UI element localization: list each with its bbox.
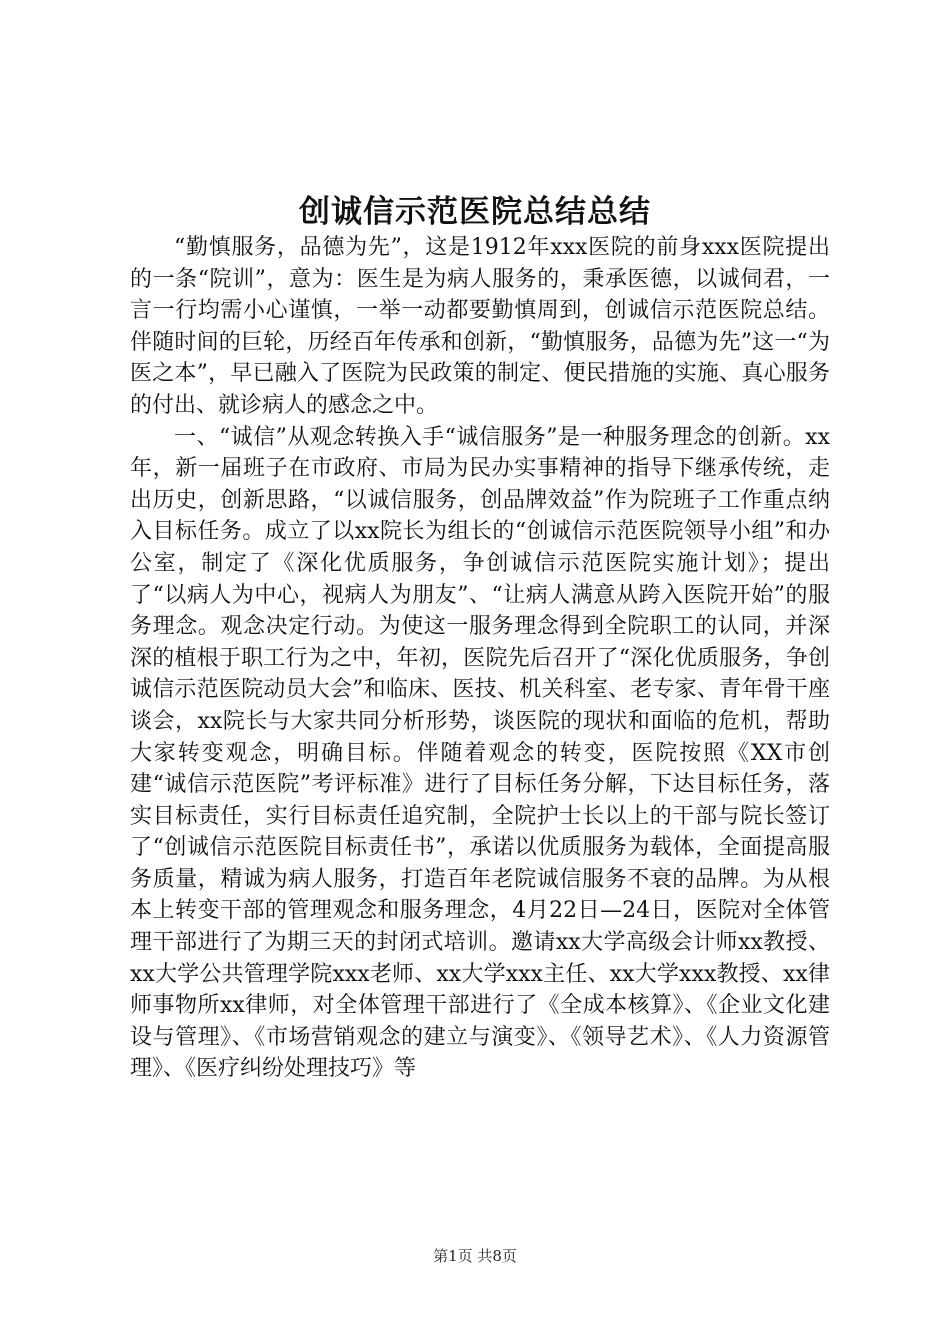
page-number-footer: 第1页 共8页 [433,1247,517,1265]
document-title: 创诚信示范医院总结总结 [299,194,651,230]
paragraph-intro: “勤慎服务，品德为先”，这是1912年xxx医院的前身xxx医院提出的一条“院训”，意为：医生是为病人服务的，秉承医德，以诚伺君，一言一行均需小心谨慎，一举一动都要勤慎周到，创诚信示范医院总结。伴随时间的巨轮，历经百年传承和创新，“勤慎服务，品德为先”这一“为医之本”，早已融入了医院为民政策的制定、便民措施的实施、真心服务的付出、就诊病人的感念之中。 [130,235,830,418]
document-body [130,232,830,1085]
paragraph-section-one: 一、“诚信”从观念转换入手“诚信服务”是一种服务理念的创新。xx年，新一届班子在市政府、市局为民办实事精神的指导下继承传统，走出历史，创新思路，“以诚信服务，创品牌效益”作为院班子工作重点纳入目标任务。成立了以xx院长为组长的“创诚信示范医院领导小组”和办公室，制定了《深化优质服务，争创诚信示范医院实施计划》；提出了“以病人为中心，视病人为朋友”、“让病人满意从跨入医院开始”的服务理念。观念决定行动。为使这一服务理念得到全院职工的认同，并深深的植根于职工行为之中，年初，医院先后召开了“深化优质服务，争创诚信示范医院动员大会”和临床、医技、机关科室、老专家、青年骨干座谈会，xx院长与大家共同分析形势，谈医院的现状和面临的危机，帮助大家转变观念，明确目标。伴随着观念的转变，医院按照《XX市创建“诚信示范医院”考评标准》进行了目标任务分解，下达目标任务，落实目标责任，实行目标责任追究制，全院护士长以上的干部与院长签订了“创诚信示范医院目标责任书”，承诺以优质服务为载体，全面提高服务质量，精诚为病人服务，打造百年老院诚信服务不衰的品牌。为从根本上转变干部的管理观念和服务理念，4月22日—24日，医院对全体管理干部进行了为期三天的封闭式培训。邀请xx大学高级会计师xx教授、xx大学公共管理学院xxx老师、xx大学xxx主任、xx大学xxx教授、xx律师事物所xx律师，对全体管理干部进行了《全成本核算》、《企业文化建设与管理》、《市场营销观念的建立与演变》、《领导艺术》、《人力资源管理》、《医疗纠纷处理技巧》等 [130,424,830,1082]
